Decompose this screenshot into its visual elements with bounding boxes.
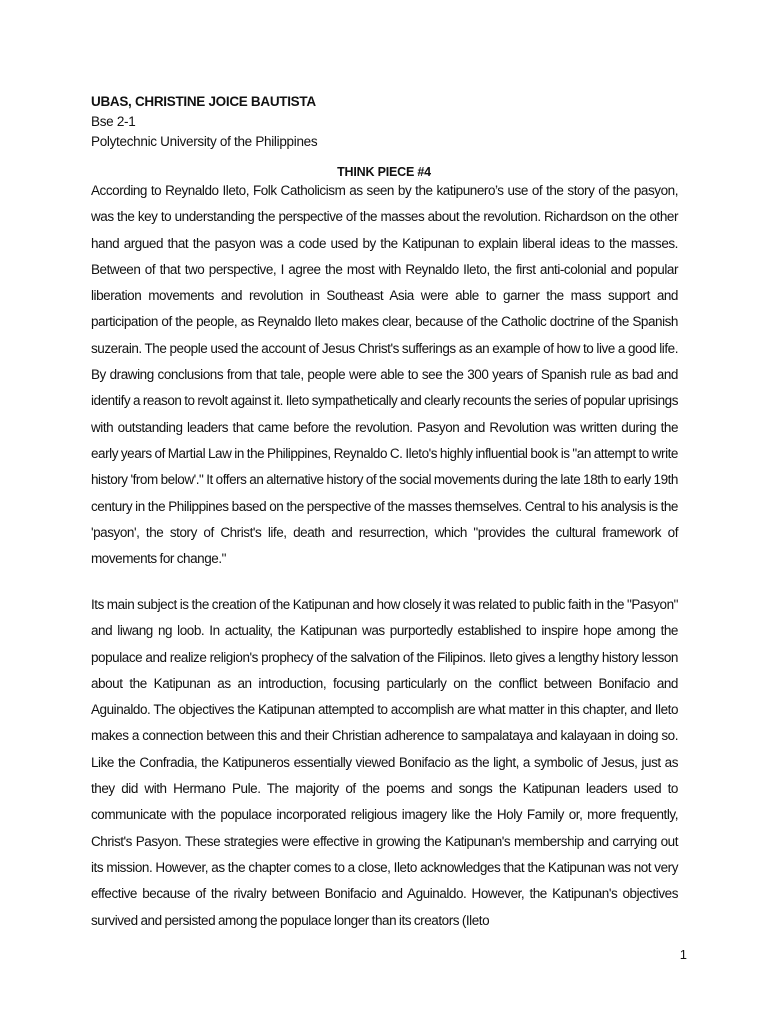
page-number: 1 [679, 947, 687, 962]
author-header [91, 92, 691, 152]
document-title: THINK PIECE #4 [337, 165, 431, 179]
paragraph-2: Its main subject is the creation of the Katipunan and how closely it was related to public faith in the "Pasyon" and liwang ng loob. In actuality, the Katipunan was purportedly established to inspire hope among the populace and realize religion's prophecy of the salvation of the Filipinos. Ileto gives a lengthy history lesson about the Katipunan as an introduction, focusing particularly on the conflict between Bonifacio and Aguinaldo. The objectives the Katipunan attempted to accomplish are what matter in this chapter, and Ileto makes a connection between this and their Christian adherence to sampalataya and kalayaan in doing so. Like the Confradia, the Katipuneros essentially viewed Bonifacio as the light, a symbolic of Jesus, just as they did with Hermano Pule. The majority of the poems and songs the Katipunan leaders used to communicate with the populace incorporated religious imagery like the Holy Family or, more frequently, Christ's Pasyon. These strategies were effective in growing the Katipunan's membership and carrying out its mission. However, as the chapter comes to a close, Ileto acknowledges that the Katipunan was not very effective because of the rivalry between Bonifacio and Aguinaldo. However, the Katipunan's objectives survived and persisted among the populace longer than its creators (Ileto [91, 597, 678, 928]
author-section: Bse 2-1 [91, 114, 136, 129]
paragraph-1: According to Reynaldo Ileto, Folk Catholicism as seen by the katipunero’s use of the story of the pasyon, was the key to understanding the perspective of the masses about the revolution. Richardson on the other hand argued that the pasyon was a code used by the Katipunan to explain liberal ideas to the masses. Between of that two perspective, I agree the most with Reynaldo Ileto, the first anti-colonial and popular liberation movements and revolution in Southeast Asia were able to garner the mass support and participation of the people, as Reynaldo Ileto makes clear, because of the Catholic doctrine of the Spanish suzerain. The people used the account of Jesus Christ's sufferings as an example of how to live a good life. By drawing conclusions from that tale, people were able to see the 300 years of Spanish rule as bad and identify a reason to revolt against it. Ileto sympathetically and clearly recounts the series of popular uprisings with outstanding leaders that came before the revolution. Pasyon and Revolution was written during the early years of Martial Law in the Philippines, Reynaldo C. Ileto's highly influential book is "an attempt to write history 'from below'." It offers an alternative history of the social movements during the late 18th to early 19th century in the Philippines based on the perspective of the masses themselves. Central to his analysis is the 'pasyon', the story of Christ's life, death and resurrection, which "provides the cultural framework of movements for change." [91, 183, 678, 567]
author-school: Polytechnic University of the Philippines [91, 134, 318, 149]
author-name: UBAS, CHRISTINE JOICE BAUTISTA [91, 94, 316, 109]
